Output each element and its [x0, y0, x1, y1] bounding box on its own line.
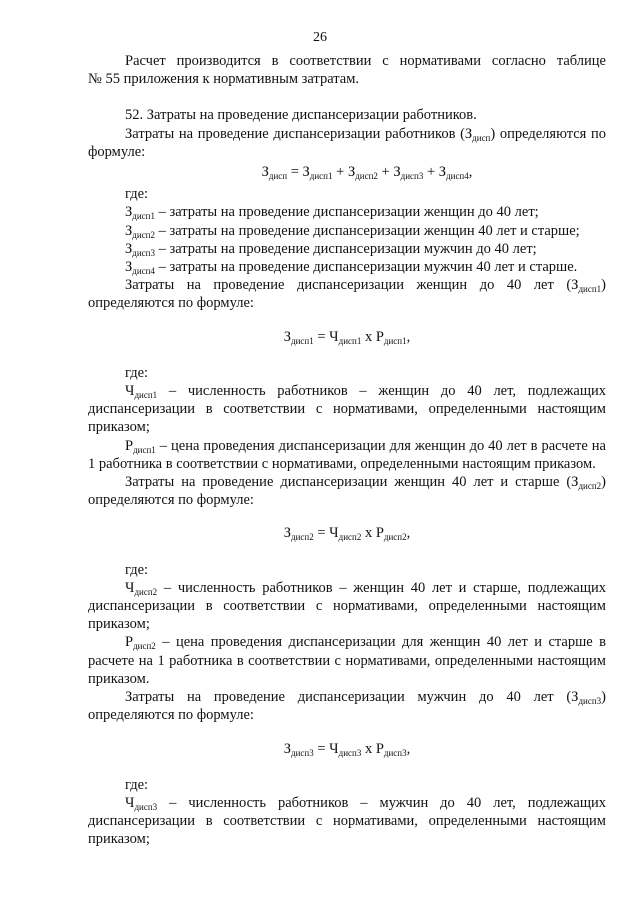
formula-total: $З_{дисп} = З_{дисп1} + З_{дисп2} + З_{дисп3} + З_{дисп4}$, [261, 164, 473, 182]
intro-line1: Расчет производится в соответствии с нормативами согласно таблице [125, 53, 606, 69]
where-label: где: [125, 776, 149, 793]
block3-definition: Затраты на проведение диспансеризации мужчин до 40 лет $(З_{дисп3})$ определяются по формуле: [88, 689, 606, 724]
intro-paragraph [88, 52, 606, 70]
section-heading: 52. Затраты на проведение диспансеризации работников. [125, 107, 477, 124]
list-item: $З_{дисп3}$ – затраты на проведение диспансеризации мужчин до 40 лет; [125, 240, 537, 258]
list-item: $Ч_{дисп3}$ – численность работников – мужчин до 40 лет, подлежащих диспансеризации в соответствии с нормативами, определенными настоящим приказом; [88, 794, 606, 848]
intro-line2: № 55 приложения к нормативным затратам. [88, 71, 360, 88]
where-label: где: [125, 561, 149, 578]
formula-block3: $З_{дисп3} = Ч_{дисп3}$ x $Р_{дисп3}$, [283, 740, 411, 758]
formula-block1: $З_{дисп1} = Ч_{дисп1}$ x $Р_{дисп1}$, [283, 328, 411, 346]
block1-definition: Затраты на проведение диспансеризации женщин до 40 лет $(З_{дисп1})$ определяются по формуле: [88, 277, 606, 312]
list-item: $Ч_{дисп2}$ – численность работников – женщин 40 лет и старше, подлежащих диспансеризации в соответствии с нормативами, определенными настоящим приказом; [88, 579, 606, 633]
list-item: $З_{дисп4}$ – затраты на проведение диспансеризации мужчин 40 лет и старше. [125, 259, 578, 277]
intro-paragraph-end [88, 70, 606, 88]
page-number: 26 [313, 30, 327, 45]
list-item: $Р_{дисп1}$ – цена проведения диспансеризации для женщин до 40 лет в расчете на 1 работника в соответствии с нормативами, определенными настоящим приказом. [88, 437, 606, 472]
section-definition: Затраты на проведение диспансеризации работников $(З_{дисп})$ определяются по формуле: [88, 125, 606, 160]
page-content [88, 52, 606, 849]
list-item: $Р_{дисп2}$ – цена проведения диспансеризации для женщин 40 лет и старше в расчете на 1 работника в соответствии с нормативами, определенными настоящим приказом. [88, 634, 606, 687]
where-label: где: [125, 364, 149, 381]
list-item: $Ч_{дисп1}$ – численность работников – женщин до 40 лет, подлежащих диспансеризации в соответствии с нормативами, определенными настоящим приказом; [88, 383, 606, 436]
list-item: $З_{дисп1}$ – затраты на проведение диспансеризации женщин до 40 лет; [125, 204, 539, 222]
list-item: $З_{дисп2}$ – затраты на проведение диспансеризации женщин 40 лет и старше; [125, 222, 580, 240]
block2-definition: Затраты на проведение диспансеризации женщин 40 лет и старше $(З_{дисп2})$ определяются по формуле: [88, 474, 606, 509]
where-label: где: [125, 186, 149, 203]
formula-block2: $З_{дисп2} = Ч_{дисп2}$ x $Р_{дисп2}$, [283, 525, 411, 543]
